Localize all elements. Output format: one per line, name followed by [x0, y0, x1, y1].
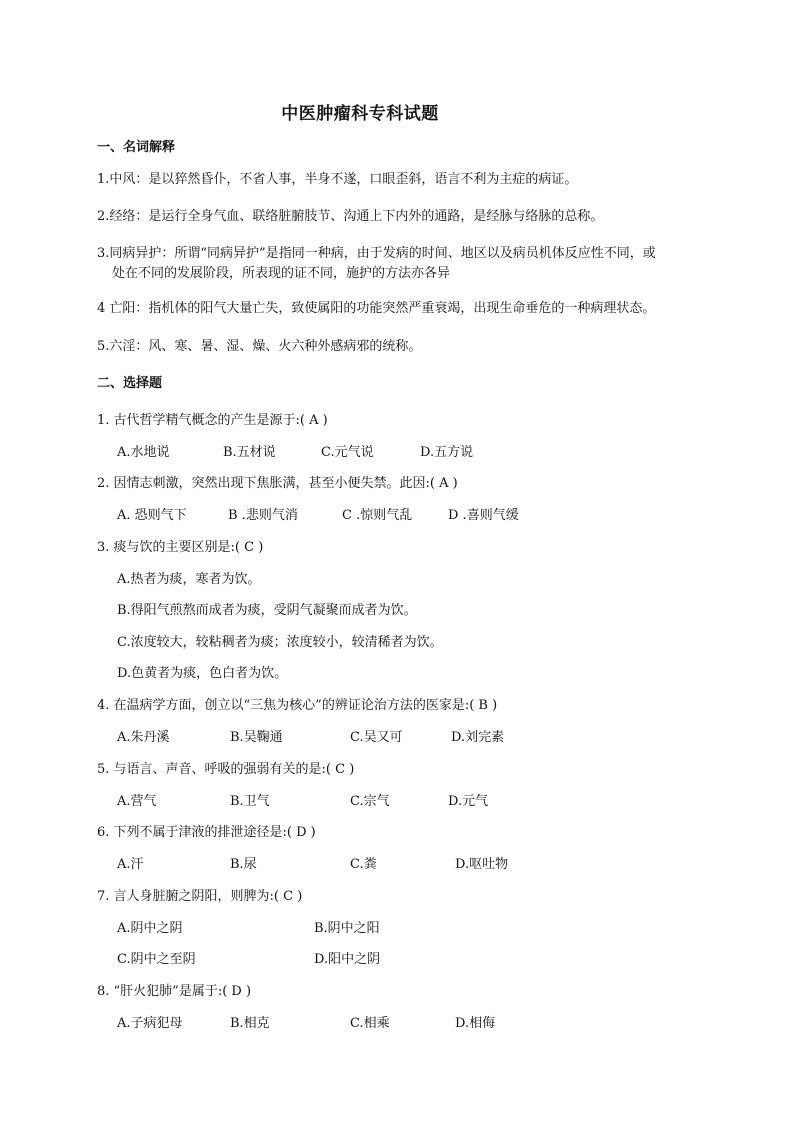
- option: C.粪: [350, 857, 377, 872]
- option: B.尿: [230, 857, 257, 872]
- question: 4. 在温病学方面，创立以“三焦为核心”的辨证论治方法的医家是:( B ): [97, 698, 498, 713]
- option: C.宗气: [350, 794, 390, 809]
- definition-item: 2.经络：是运行全身气血、联络脏腑肢节、沟通上下内外的通路，是经脉与络脉的总称。: [97, 209, 604, 224]
- question: 6. 下列不属于津液的排泄途径是:( D ): [97, 825, 316, 840]
- definition-item: 3.同病异护：所谓“同病异护”是指同一种病，由于发病的时间、地区以及病员机体反应性不同，或: [97, 246, 656, 261]
- option: A.阴中之阴: [117, 921, 183, 936]
- option: A.热者为痰，寒者为饮。: [117, 572, 261, 587]
- option: A.子病犯母: [117, 1016, 183, 1031]
- option: D .喜则气缓: [448, 508, 519, 523]
- question: 1. 古代哲学精气概念的产生是源于:( A ): [97, 413, 328, 428]
- question: 5. 与语言、声音、呼吸的强弱有关的是:( C ): [97, 762, 355, 777]
- option: B.阴中之阳: [314, 921, 380, 936]
- option: A. 恐则气下: [117, 508, 187, 523]
- definition-item: 1.中风：是以猝然昏仆，不省人事，半身不遂，口眼歪斜，语言不利为主症的病证。: [97, 172, 578, 187]
- question: 2. 因情志刺激，突然出现下焦胀满，甚至小便失禁。此因:( A ): [97, 476, 458, 491]
- option: A.汗: [117, 857, 144, 872]
- option: B.得阳气煎熬而成者为痰，受阴气凝聚而成者为饮。: [117, 603, 417, 618]
- definition-item-continuation: 处在不同的发展阶段，所表现的证不同，施护的方法亦各异: [112, 266, 451, 281]
- question: 8. “肝火犯肺”是属于:( D ): [97, 984, 252, 999]
- option: C.浓度较大，较粘稠者为痰；浓度较小，较清稀者为饮。: [117, 635, 443, 650]
- option: B.卫气: [230, 794, 270, 809]
- option: B.相克: [230, 1016, 270, 1031]
- section-heading-choice: 二、选择题: [97, 376, 163, 391]
- option: D.呕吐物: [455, 857, 509, 872]
- option: D.刘完素: [451, 730, 505, 745]
- option: D.元气: [448, 794, 489, 809]
- option: D.五方说: [420, 445, 474, 460]
- definition-item: 5.六淫：风、寒、暑、湿、燥、火六种外感病邪的统称。: [97, 339, 422, 354]
- question: 3. 痰与饮的主要区别是:( C ): [97, 540, 264, 555]
- option: A.水地说: [117, 445, 170, 460]
- definition-item: 4 亡阳：指机体的阳气大量亡失，致使属阳的功能突然严重衰竭，出现生命垂危的一种病理状态。: [97, 301, 656, 316]
- option: C.吴又可: [350, 730, 403, 745]
- option: A.营气: [117, 794, 157, 809]
- option: B.吴鞠通: [230, 730, 283, 745]
- option: D.相侮: [455, 1016, 496, 1031]
- option: C.相乘: [350, 1016, 390, 1031]
- option: B.五材说: [223, 445, 276, 460]
- question: 7. 言人身脏腑之阴阳，则脾为:( C ): [97, 889, 303, 904]
- option: C.元气说: [321, 445, 374, 460]
- section-heading-definitions: 一、名词解释: [97, 140, 176, 155]
- option: D.色黄者为痰，色白者为饮。: [117, 666, 288, 681]
- option: B .悲则气消: [228, 508, 298, 523]
- option: D.阳中之阴: [314, 952, 381, 967]
- option: C.阴中之至阴: [117, 952, 196, 967]
- option: A.朱丹溪: [117, 730, 170, 745]
- document-title: 中医肿瘤科专科试题: [281, 104, 439, 124]
- option: C .惊则气乱: [342, 508, 413, 523]
